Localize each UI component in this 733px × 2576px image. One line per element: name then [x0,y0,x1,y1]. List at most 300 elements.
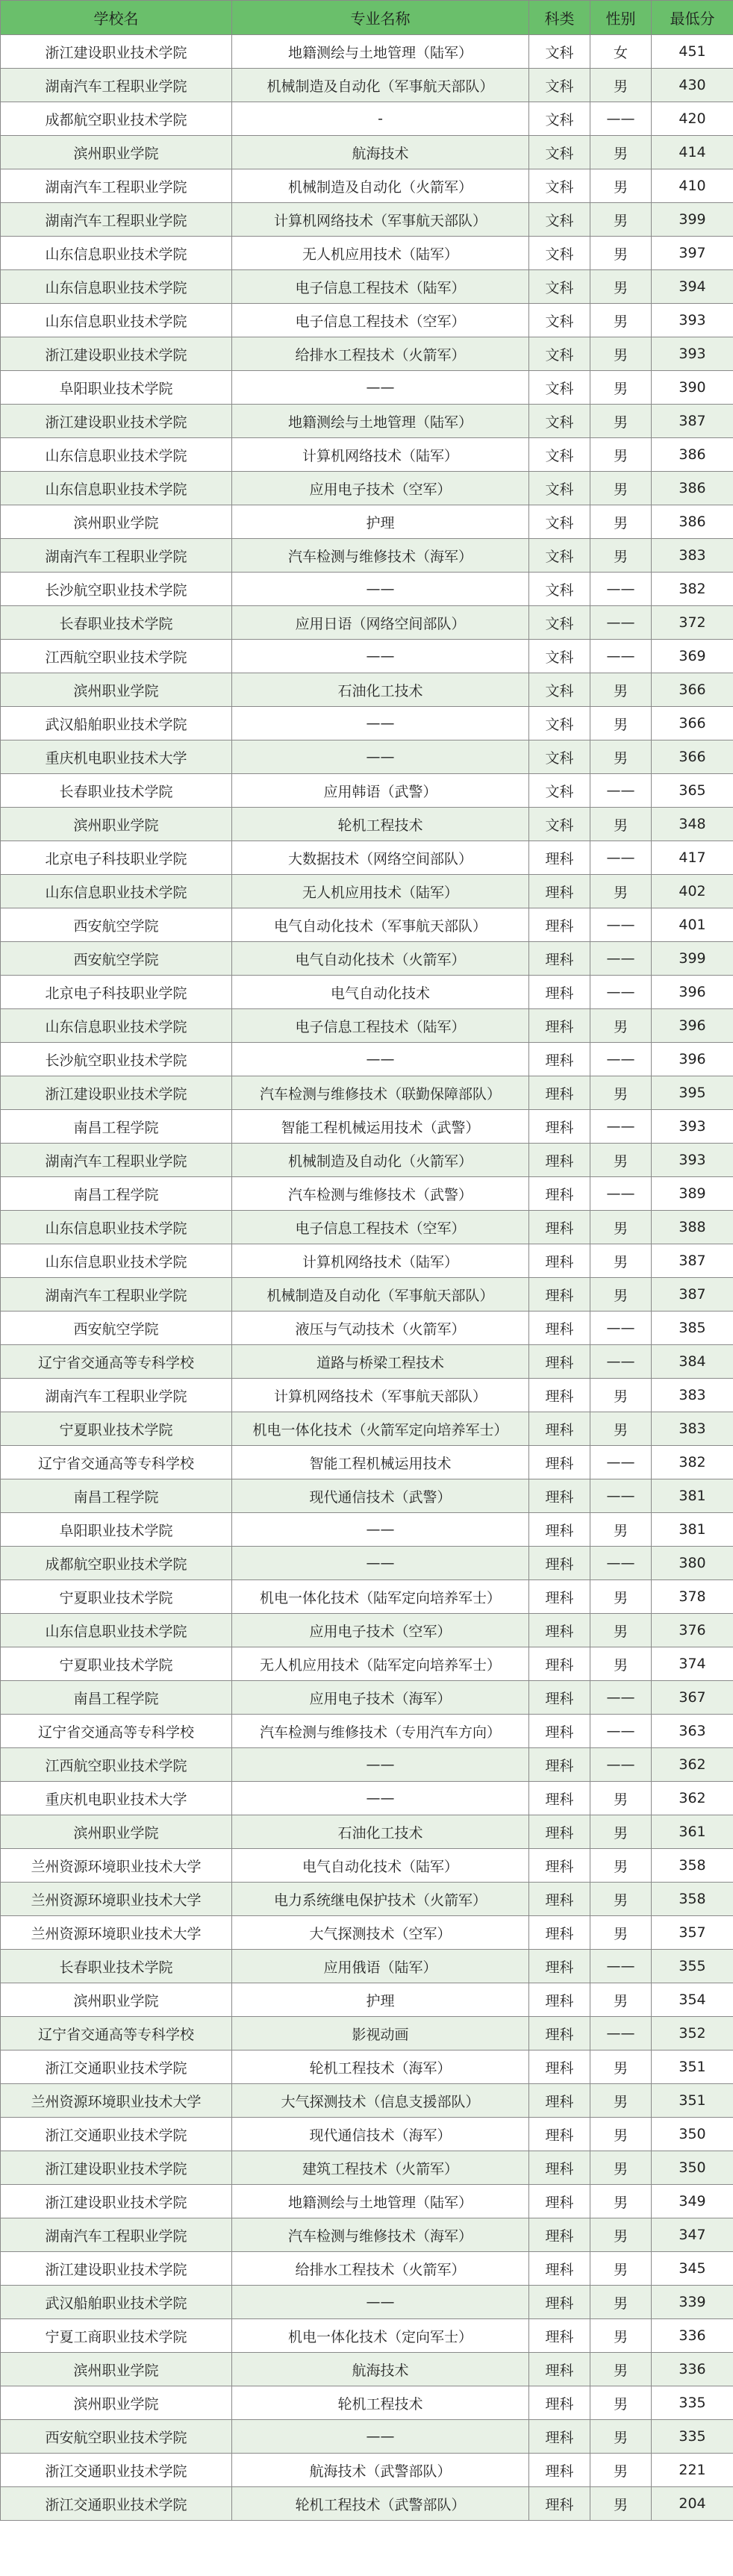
table-row [1,1950,733,1983]
cell-school: 湖南汽车工程职业学院 [1,1278,232,1312]
table-row [1,808,733,841]
cell-major: —— [232,2286,529,2319]
cell-category: 文科 [529,270,590,304]
cell-min-score: 369 [652,640,733,673]
table-row [1,2050,733,2084]
cell-min-score: 345 [652,2252,733,2286]
cell-school: 长春职业技术学院 [1,774,232,808]
cell-major: —— [232,371,529,405]
cell-major: 计算机网络技术（陆军） [232,1244,529,1278]
table-row [1,976,733,1009]
cell-min-score: 396 [652,1043,733,1076]
header-category: 科类 [529,1,590,35]
cell-school: 湖南汽车工程职业学院 [1,1379,232,1412]
cell-category: 文科 [529,606,590,640]
table-row [1,1446,733,1479]
cell-min-score: 351 [652,2050,733,2084]
table-row [1,2118,733,2151]
cell-min-score: 381 [652,1513,733,1547]
cell-category: 理科 [529,2319,590,2353]
cell-major: 电子信息工程技术（陆军） [232,270,529,304]
table-row [1,1278,733,1312]
cell-school: 湖南汽车工程职业学院 [1,2218,232,2252]
cell-min-score: 376 [652,1614,733,1647]
table-row [1,1211,733,1244]
cell-school: 武汉船舶职业技术学院 [1,2286,232,2319]
cell-school: 西安航空学院 [1,942,232,976]
table-row [1,2353,733,2386]
cell-school: 山东信息职业技术学院 [1,304,232,337]
cell-min-score: 420 [652,102,733,136]
cell-major: 电气自动化技术（火箭军） [232,942,529,976]
cell-school: 湖南汽车工程职业学院 [1,539,232,573]
cell-gender: 男 [590,1815,652,1849]
cell-min-score: 388 [652,1211,733,1244]
cell-gender: 男 [590,438,652,472]
cell-category: 理科 [529,1614,590,1647]
cell-major: 航海技术 [232,2353,529,2386]
cell-major: 地籍测绘与土地管理（陆军） [232,405,529,438]
cell-major: 机电一体化技术（火箭军定向培养军士） [232,1412,529,1446]
table-row [1,304,733,337]
cell-major: —— [232,640,529,673]
cell-school: 阜阳职业技术学院 [1,371,232,405]
cell-min-score: 387 [652,1244,733,1278]
cell-gender: —— [590,1043,652,1076]
cell-min-score: 339 [652,2286,733,2319]
cell-school: 湖南汽车工程职业学院 [1,1144,232,1177]
cell-min-score: 335 [652,2386,733,2420]
cell-gender: 男 [590,2487,652,2521]
cell-school: 浙江建设职业技术学院 [1,2151,232,2185]
cell-category: 理科 [529,1715,590,1748]
cell-school: 宁夏职业技术学院 [1,1647,232,1681]
cell-gender: 男 [590,2420,652,2454]
cell-school: 阜阳职业技术学院 [1,1513,232,1547]
table-row [1,2151,733,2185]
cell-min-score: 336 [652,2353,733,2386]
cell-major: 应用电子技术（空军） [232,1614,529,1647]
table-row [1,707,733,740]
cell-school: 南昌工程学院 [1,1479,232,1513]
cell-category: 文科 [529,405,590,438]
cell-min-score: 390 [652,371,733,405]
cell-major: —— [232,2420,529,2454]
cell-min-score: 399 [652,942,733,976]
cell-major: 汽车检测与维修技术（武警） [232,1177,529,1211]
cell-category: 理科 [529,2151,590,2185]
cell-category: 理科 [529,2353,590,2386]
cell-category: 文科 [529,472,590,505]
cell-major: 影视动画 [232,2017,529,2050]
cell-major: 航海技术（武警部队） [232,2454,529,2487]
cell-min-score: 221 [652,2454,733,2487]
cell-school: 山东信息职业技术学院 [1,472,232,505]
cell-major: 电气自动化技术（军事航天部队） [232,908,529,942]
cell-category: 文科 [529,304,590,337]
cell-gender: 男 [590,2185,652,2218]
cell-major: 大气探测技术（信息支援部队） [232,2084,529,2118]
cell-gender: 男 [590,2353,652,2386]
table-row [1,2487,733,2521]
cell-school: 滨州职业学院 [1,808,232,841]
table-row [1,2386,733,2420]
cell-category: 文科 [529,169,590,203]
cell-school: 南昌工程学院 [1,1177,232,1211]
cell-min-score: 367 [652,1681,733,1715]
cell-gender: —— [590,774,652,808]
cell-min-score: 395 [652,1076,733,1110]
cell-gender: 男 [590,1412,652,1446]
cell-category: 理科 [529,1278,590,1312]
table-row [1,942,733,976]
cell-major: —— [232,573,529,606]
cell-min-score: 358 [652,1849,733,1883]
cell-school: 兰州资源环境职业技术大学 [1,2084,232,2118]
cell-min-score: 372 [652,606,733,640]
cell-min-score: 386 [652,505,733,539]
cell-major: 大气探测技术（空军） [232,1916,529,1950]
cell-category: 文科 [529,136,590,169]
cell-category: 文科 [529,35,590,69]
cell-min-score: 387 [652,405,733,438]
cell-school: 西安航空学院 [1,1312,232,1345]
cell-gender: 男 [590,1883,652,1916]
cell-major: 轮机工程技术（海军） [232,2050,529,2084]
cell-school: 重庆机电职业技术大学 [1,1782,232,1815]
cell-major: 石油化工技术 [232,1815,529,1849]
cell-school: 湖南汽车工程职业学院 [1,169,232,203]
table-row [1,1580,733,1614]
cell-school: 山东信息职业技术学院 [1,1614,232,1647]
cell-category: 理科 [529,2487,590,2521]
table-row [1,371,733,405]
cell-school: 浙江建设职业技术学院 [1,2185,232,2218]
cell-school: 武汉船舶职业技术学院 [1,707,232,740]
cell-major: 计算机网络技术（军事航天部队） [232,203,529,237]
cell-category: 理科 [529,1244,590,1278]
cell-school: 西安航空职业技术学院 [1,2420,232,2454]
cell-major: 机械制造及自动化（火箭军） [232,1144,529,1177]
cell-major: 计算机网络技术（军事航天部队） [232,1379,529,1412]
cell-min-score: 383 [652,1379,733,1412]
cell-major: 机械制造及自动化（军事航天部队） [232,1278,529,1312]
cell-category: 理科 [529,1681,590,1715]
table-row [1,1681,733,1715]
cell-gender: —— [590,1345,652,1379]
table-row [1,1379,733,1412]
cell-min-score: 354 [652,1983,733,2017]
cell-major: —— [232,1547,529,1580]
cell-gender: —— [590,1681,652,1715]
cell-major: 应用电子技术（空军） [232,472,529,505]
cell-major: 给排水工程技术（火箭军） [232,2252,529,2286]
cell-category: 理科 [529,1983,590,2017]
cell-min-score: 387 [652,1278,733,1312]
cell-min-score: 347 [652,2218,733,2252]
cell-gender: 男 [590,2252,652,2286]
cell-category: 文科 [529,237,590,270]
cell-major: 护理 [232,505,529,539]
cell-gender: —— [590,1748,652,1782]
cell-category: 文科 [529,337,590,371]
cell-min-score: 349 [652,2185,733,2218]
cell-gender: 男 [590,203,652,237]
table-header [1,1,733,35]
cell-major: 应用俄语（陆军） [232,1950,529,1983]
cell-school: 山东信息职业技术学院 [1,438,232,472]
cell-gender: 男 [590,875,652,908]
cell-min-score: 399 [652,203,733,237]
cell-category: 理科 [529,976,590,1009]
cell-gender: 男 [590,1379,652,1412]
cell-category: 理科 [529,2084,590,2118]
table-row [1,1244,733,1278]
cell-school: 南昌工程学院 [1,1681,232,1715]
cell-gender: —— [590,1177,652,1211]
cell-school: 江西航空职业技术学院 [1,1748,232,1782]
cell-school: 滨州职业学院 [1,136,232,169]
cell-school: 南昌工程学院 [1,1110,232,1144]
table-row [1,539,733,573]
cell-min-score: 362 [652,1782,733,1815]
cell-school: 北京电子科技职业学院 [1,841,232,875]
table-row [1,2252,733,2286]
cell-min-score: 383 [652,1412,733,1446]
cell-min-score: 382 [652,1446,733,1479]
cell-major: —— [232,740,529,774]
table-row [1,405,733,438]
table-row [1,1547,733,1580]
cell-gender: —— [590,1446,652,1479]
cell-major: 大数据技术（网络空间部队） [232,841,529,875]
cell-min-score: 386 [652,472,733,505]
cell-major: 应用日语（网络空间部队） [232,606,529,640]
table-row [1,169,733,203]
table-row [1,1883,733,1916]
cell-school: 长沙航空职业技术学院 [1,1043,232,1076]
cell-category: 理科 [529,2386,590,2420]
cell-category: 理科 [529,1950,590,1983]
cell-gender: 男 [590,169,652,203]
cell-school: 浙江交通职业技术学院 [1,2454,232,2487]
cell-category: 理科 [529,1883,590,1916]
cell-gender: 男 [590,2151,652,2185]
cell-major: 现代通信技术（海军） [232,2118,529,2151]
cell-school: 重庆机电职业技术大学 [1,740,232,774]
cell-min-score: 351 [652,2084,733,2118]
cell-category: 理科 [529,1547,590,1580]
table-row [1,640,733,673]
cell-gender: 男 [590,69,652,102]
cell-gender: —— [590,1312,652,1345]
table-row [1,2420,733,2454]
cell-min-score: 430 [652,69,733,102]
table-row [1,237,733,270]
cell-gender: 男 [590,2454,652,2487]
cell-category: 文科 [529,774,590,808]
cell-gender: 男 [590,2218,652,2252]
cell-category: 理科 [529,1815,590,1849]
cell-major: 智能工程机械运用技术 [232,1446,529,1479]
cell-major: 汽车检测与维修技术（海军） [232,2218,529,2252]
cell-category: 理科 [529,1513,590,1547]
cell-major: 道路与桥梁工程技术 [232,1345,529,1379]
cell-category: 理科 [529,1379,590,1412]
cell-major: 现代通信技术（武警） [232,1479,529,1513]
cell-category: 文科 [529,102,590,136]
table-row [1,1782,733,1815]
cell-gender: 男 [590,1513,652,1547]
cell-min-score: 417 [652,841,733,875]
cell-min-score: 366 [652,740,733,774]
cell-school: 滨州职业学院 [1,673,232,707]
cell-school: 滨州职业学院 [1,2386,232,2420]
cell-min-score: 397 [652,237,733,270]
table-row [1,1715,733,1748]
cell-major: 地籍测绘与土地管理（陆军） [232,35,529,69]
cell-major: 应用电子技术（海军） [232,1681,529,1715]
cell-school: 辽宁省交通高等专科学校 [1,1715,232,1748]
cell-school: 北京电子科技职业学院 [1,976,232,1009]
cell-major: 机电一体化技术（陆军定向培养军士） [232,1580,529,1614]
table-row [1,740,733,774]
cell-school: 辽宁省交通高等专科学校 [1,1345,232,1379]
cell-min-score: 393 [652,337,733,371]
table-row [1,1849,733,1883]
cell-major: 电子信息工程技术（陆军） [232,1009,529,1043]
cell-major: 机械制造及自动化（军事航天部队） [232,69,529,102]
cell-category: 文科 [529,707,590,740]
cell-gender: 男 [590,136,652,169]
cell-min-score: 389 [652,1177,733,1211]
cell-major: 航海技术 [232,136,529,169]
table-row [1,1312,733,1345]
cell-min-score: 394 [652,270,733,304]
cell-major: 计算机网络技术（陆军） [232,438,529,472]
cell-school: 宁夏职业技术学院 [1,1412,232,1446]
cell-gender: 女 [590,35,652,69]
table-row [1,2017,733,2050]
cell-major: —— [232,1043,529,1076]
cell-category: 文科 [529,740,590,774]
cell-major: 轮机工程技术 [232,2386,529,2420]
cell-category: 理科 [529,2286,590,2319]
cell-min-score: 352 [652,2017,733,2050]
table-row [1,2218,733,2252]
table-row [1,1748,733,1782]
table-row [1,908,733,942]
cell-category: 文科 [529,203,590,237]
cell-gender: 男 [590,505,652,539]
cell-school: 兰州资源环境职业技术大学 [1,1916,232,1950]
cell-major: 电气自动化技术 [232,976,529,1009]
cell-school: 浙江交通职业技术学院 [1,2118,232,2151]
cell-category: 文科 [529,573,590,606]
cell-school: 宁夏工商职业技术学院 [1,2319,232,2353]
header-school: 学校名 [1,1,232,35]
cell-gender: 男 [590,1144,652,1177]
cell-gender: —— [590,606,652,640]
cell-school: 滨州职业学院 [1,1815,232,1849]
cell-min-score: 366 [652,673,733,707]
cell-min-score: 362 [652,1748,733,1782]
cell-gender: 男 [590,2386,652,2420]
cell-min-score: 335 [652,2420,733,2454]
cell-gender: 男 [590,1278,652,1312]
cell-gender: 男 [590,337,652,371]
cell-school: 浙江建设职业技术学院 [1,35,232,69]
cell-major: 机械制造及自动化（火箭军） [232,169,529,203]
cell-gender: 男 [590,1782,652,1815]
cell-category: 文科 [529,808,590,841]
cell-major: 建筑工程技术（火箭军） [232,2151,529,2185]
cell-gender: —— [590,573,652,606]
cell-gender: —— [590,942,652,976]
cell-min-score: 348 [652,808,733,841]
table-row [1,69,733,102]
cell-major: 汽车检测与维修技术（联勤保障部队） [232,1076,529,1110]
cell-gender: 男 [590,304,652,337]
cell-gender: 男 [590,707,652,740]
cell-gender: 男 [590,270,652,304]
cell-major: 液压与气动技术（火箭军） [232,1312,529,1345]
cell-school: 长沙航空职业技术学院 [1,573,232,606]
cell-major: —— [232,1748,529,1782]
cell-category: 文科 [529,505,590,539]
cell-category: 理科 [529,2420,590,2454]
table-row [1,1110,733,1144]
cell-gender: —— [590,1547,652,1580]
cell-min-score: 350 [652,2118,733,2151]
table-row [1,1076,733,1110]
cell-gender: —— [590,1479,652,1513]
cell-gender: 男 [590,2050,652,2084]
cell-min-score: 393 [652,304,733,337]
cell-major: —— [232,707,529,740]
cell-school: 成都航空职业技术学院 [1,1547,232,1580]
cell-school: 兰州资源环境职业技术大学 [1,1883,232,1916]
table-row [1,1177,733,1211]
table-row [1,1412,733,1446]
table-row [1,606,733,640]
cell-gender: 男 [590,1076,652,1110]
cell-major: 电子信息工程技术（空军） [232,1211,529,1244]
cell-category: 理科 [529,1782,590,1815]
cell-major: 无人机应用技术（陆军） [232,875,529,908]
cell-school: 成都航空职业技术学院 [1,102,232,136]
cell-gender: 男 [590,2319,652,2353]
cell-category: 理科 [529,2050,590,2084]
cell-category: 理科 [529,1009,590,1043]
cell-school: 浙江建设职业技术学院 [1,337,232,371]
cell-min-score: 204 [652,2487,733,2521]
cell-min-score: 363 [652,1715,733,1748]
table-row [1,2286,733,2319]
cell-min-score: 393 [652,1110,733,1144]
table-row [1,1345,733,1379]
table-row [1,270,733,304]
cell-category: 理科 [529,1110,590,1144]
cell-major: 护理 [232,1983,529,2017]
table-row [1,2319,733,2353]
cell-gender: 男 [590,2286,652,2319]
cell-school: 山东信息职业技术学院 [1,875,232,908]
cell-category: 理科 [529,1412,590,1446]
cell-min-score: 357 [652,1916,733,1950]
cell-gender: 男 [590,673,652,707]
cell-category: 理科 [529,1043,590,1076]
